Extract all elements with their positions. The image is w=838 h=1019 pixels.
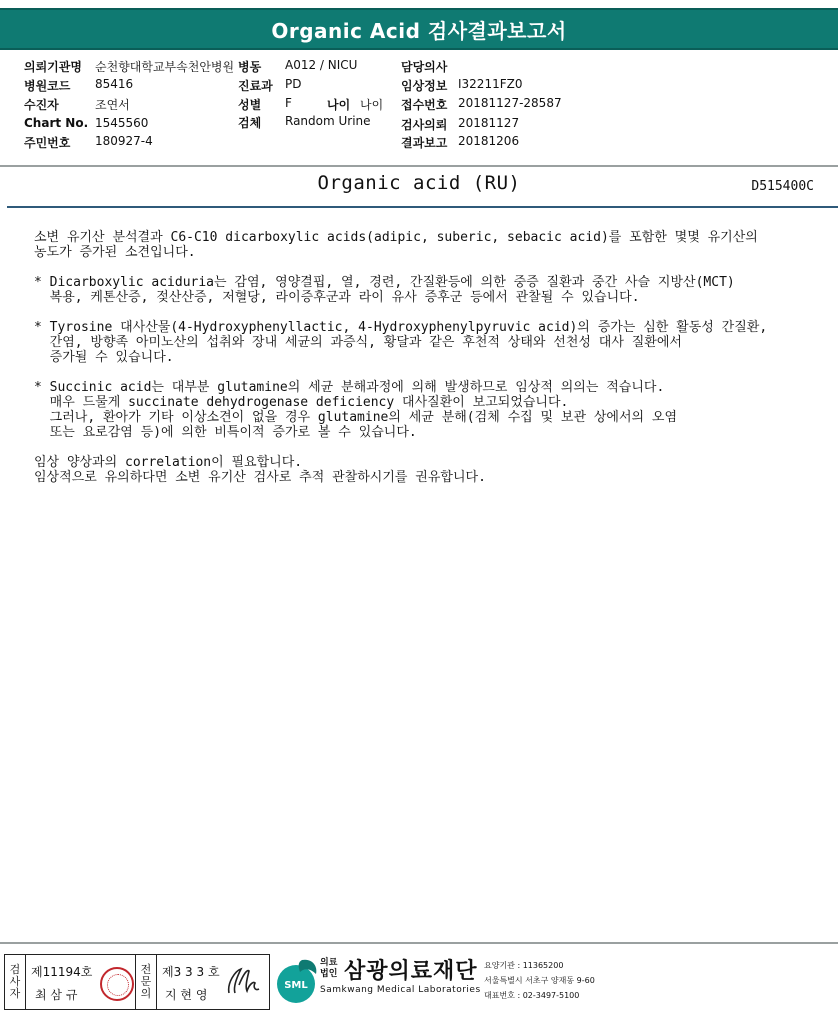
info-label: 나이 — [327, 98, 351, 112]
test-code: D515400C — [751, 179, 814, 194]
report-paragraph: 임상 양상과의 correlation이 필요합니다. 임상적으로 유의하다면 소변 유기산 검사로 추적 관찰하시기를 권유합니다. — [34, 455, 486, 485]
approver-label-char: 전 — [140, 963, 152, 976]
info-value: F — [285, 96, 292, 110]
approver-name: 지 현 영 — [165, 988, 208, 1002]
info-value: I32211FZ0 — [458, 77, 523, 91]
info-value: 20181127 — [458, 116, 520, 130]
info-label: 임상정보 — [401, 79, 448, 93]
examiner-label-char: 사 — [9, 975, 21, 988]
org-prefix-line: 의료 — [320, 958, 338, 968]
info-label: 병동 — [238, 60, 262, 74]
examiner-seal-icon — [100, 967, 134, 1001]
report-title-bar — [0, 8, 838, 50]
info-label: 담당의사 — [401, 60, 448, 74]
sml-logo-icon — [272, 954, 322, 1008]
report-paragraph: * Tyrosine 대사산물(4-Hydroxyphenyllactic, 4-Hydroxyphenylpyruvic acid)의 증가는 심한 활동성 간질환, 간염, 방향족 아미노산의 섭취와 장내 세균의 과증식, 황달과 같은 후천적 상태와 선천성 대사 질환에서 증가될 수 있습니다. — [34, 320, 768, 365]
report-paragraph: * Dicarboxylic aciduria는 감염, 영양결핍, 열, 경련, 간질환등에 의한 중증 질환과 중간 사슬 지방산(MCT) 복용, 케톤산증, 젖산산증, 저혈당, 라이증후군과 라이 유사 증후군 등에서 관찰될 수 있습니다. — [34, 275, 735, 305]
test-divider — [7, 206, 838, 208]
info-label: 병원코드 — [24, 79, 71, 93]
info-value: 1545560 — [95, 116, 149, 130]
examiner-label-char: 검 — [9, 963, 21, 976]
report-paragraph: 소변 유기산 분석결과 C6-C10 dicarboxylic acids(adipic, suberic, sebacic acid)를 포함한 몇몇 유기산의 농도가 증가된 소견입니다. — [34, 230, 758, 260]
logo-text: SML — [284, 980, 308, 991]
test-name: Organic acid (RU) — [317, 172, 521, 194]
patient-info-section — [0, 54, 838, 154]
info-value: 20181127-28587 — [458, 96, 562, 110]
org-contact-line: 요양기관 : 11365200 — [484, 961, 564, 970]
org-prefix — [320, 958, 337, 980]
examiner-label — [5, 955, 26, 1009]
info-label: 의뢰기관명 — [24, 60, 82, 74]
info-label: 결과보고 — [401, 136, 448, 150]
org-contact-line: 대표번호 : 02-3497-5100 — [484, 991, 580, 1000]
org-prefix-line: 법인 — [320, 969, 338, 979]
org-contact-line: 서울특별시 서초구 양재동 9-60 — [484, 976, 595, 985]
info-label: 주민번호 — [24, 136, 71, 150]
report-paragraph: * Succinic acid는 대부분 glutamine의 세균 분해과정에 의해 발생하므로 임상적 의의는 적습니다. 매우 드물게 succinate dehydrogenase deficiency 대사질환이 보고되었습니다. 그러나, 환아가 기타 이상소견이 없을 경우 glutamine의 세균 분해(검체 수집 및 보관 상에서의 오염 또는 요로감염 등)에 의한 비특이적 증가로 볼 수 있습니다. — [34, 380, 678, 440]
footer-divider — [0, 942, 838, 944]
info-value: 조연서 — [95, 98, 130, 112]
approver-label-char: 문 — [140, 975, 152, 988]
approver-license: 제3 3 3 호 — [162, 965, 220, 979]
info-label: 진료과 — [238, 79, 273, 93]
info-label: 검체 — [238, 116, 262, 130]
section-divider — [0, 165, 838, 167]
examiner-label-char: 자 — [9, 987, 21, 1000]
org-name: 삼광의료재단 — [344, 959, 478, 984]
info-value: 20181206 — [458, 134, 520, 148]
info-value: 85416 — [95, 77, 134, 91]
info-value: 180927-4 — [95, 134, 153, 148]
examiner-name: 최 삼 규 — [35, 988, 78, 1002]
info-value: 순천향대학교부속천안병원 — [95, 60, 235, 74]
approver-label — [135, 955, 157, 1009]
report-title: Organic Acid 검사결과보고서 — [271, 18, 567, 43]
info-value: A012 / NICU — [285, 58, 358, 72]
info-value: PD — [285, 77, 302, 91]
info-label: 접수번호 — [401, 98, 448, 112]
signature-icon — [223, 963, 265, 1001]
org-english-name: Samkwang Medical Laboratories — [320, 985, 481, 995]
report-body — [34, 230, 809, 500]
signature-box — [4, 954, 270, 1010]
info-label: 수진자 — [24, 98, 59, 112]
org-contact — [484, 958, 595, 1003]
info-label: Chart No. — [24, 116, 89, 130]
info-label: 검사의뢰 — [401, 118, 448, 132]
info-value: Random Urine — [285, 114, 371, 128]
approver-label-char: 의 — [140, 987, 152, 1000]
info-value: 나이 — [360, 98, 384, 112]
info-label: 성별 — [238, 98, 262, 112]
examiner-license: 제11194호 — [31, 965, 93, 979]
